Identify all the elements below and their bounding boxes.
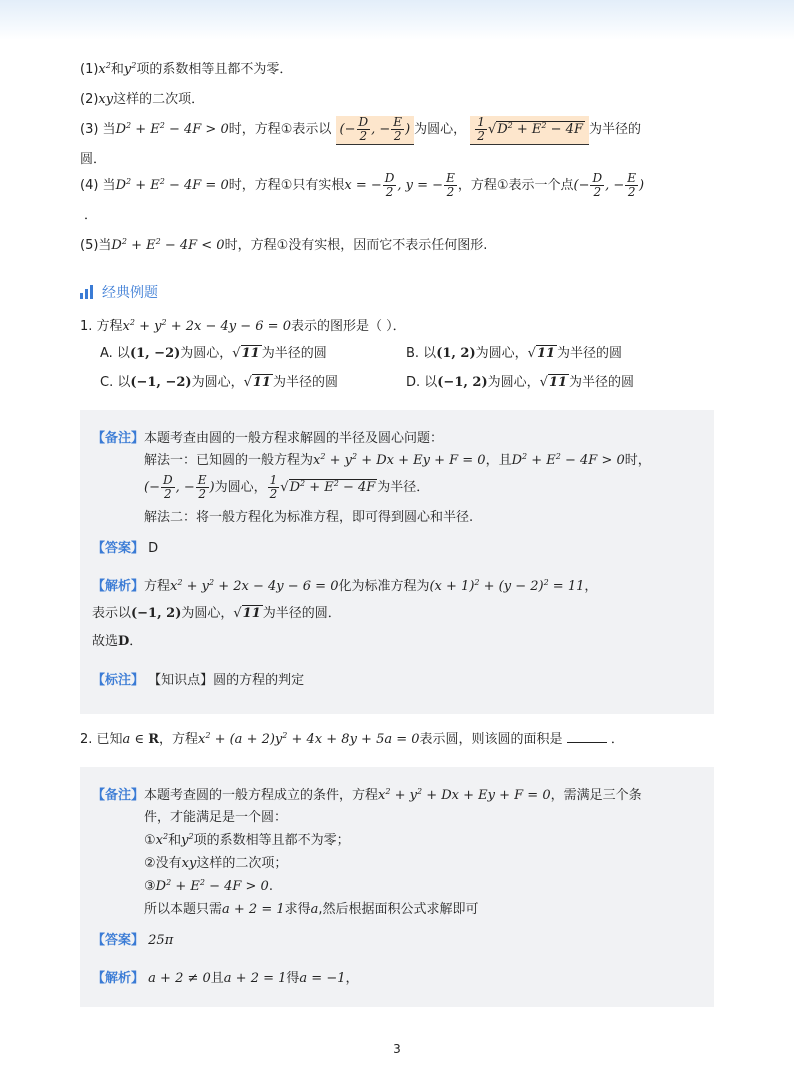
box1-method-2: 解法二：将一般方程化为标准方程，即可得到圆心和半径.	[144, 510, 474, 525]
box1-mark: 【标注】 【知识点】圆的方程的判定	[92, 672, 305, 688]
header-band	[0, 0, 794, 40]
box2-note: 【备注】本题考查圆的一般方程成立的条件，方程$x^2 + y^2 + Dx + Ey + F = 0$，需满足三个条	[92, 787, 642, 803]
radius-highlight: $\frac{1}{2}$ $√D^2 + E^2 - 4F$	[470, 116, 589, 145]
box2-note-cont: 件，才能满足是一个圆：	[144, 810, 288, 825]
intro-item-3-cont: 圆．	[80, 152, 107, 167]
answer-blank[interactable]	[567, 730, 607, 743]
box1-method-1: 解法一：已知圆的一般方程为$x^2 + y^2 + Dx + Ey + F = 0$，且$D^2 + E^2 - 4F > 0$时，	[144, 452, 651, 468]
bar-chart-icon	[80, 285, 93, 299]
intro-item-5: (5)当$D^2 + E^2 - 4F < 0$时，方程①没有实根，因而它不表示任何图形.	[80, 237, 488, 253]
option-d[interactable]: D. 以(−1, 2)为圆心，√11 为半径的圆	[406, 375, 635, 390]
box1-solution-1: 【解析】方程$x^2 + y^2 + 2x - 4y - 6 = 0$化为标准方程为$(x + 1)^2 + (y - 2)^2 = 11$，	[92, 578, 598, 594]
box2-answer: 【答案】 25π	[92, 932, 174, 948]
option-c[interactable]: C. 以(−1, −2)为圆心，√11 为半径的圆	[100, 375, 338, 390]
intro-item-4-cont: ．	[84, 208, 98, 223]
box1-solution-3: 故选D．	[92, 634, 143, 649]
intro-item-3: (3) 当$D^2 + E^2 - 4F > 0$时，方程①表示以 (− $\frac{D}{2}$ , − $\frac{E}{2}$ ) 为圆心， $\frac{1}{2}$ $√D^2 + E^2 - 4F$ 为半径的	[80, 115, 641, 143]
intro-item-2: (2)xy这样的二次项．	[80, 92, 205, 107]
section-title: 经典例题	[80, 282, 158, 302]
box2-conclusion: 所以本题只需a + 2 = 1求得a,然后根据面积公式求解即可	[144, 902, 479, 917]
box2-condition-2: ②没有xy这样的二次项；	[144, 856, 288, 871]
box1-answer: 【答案】 D	[92, 540, 159, 556]
box1-method-1-cont: (− $\frac{D}{2}$ , − $\frac{E}{2}$ )为圆心， $\frac{1}{2}$ $√D^2 + E^2 - 4F$ 为半径．	[144, 473, 430, 501]
box1-solution-2: 表示以(−1, 2)为圆心，√11 为半径的圆．	[92, 606, 341, 621]
box2-solution: 【解析】 a + 2 ≠ 0且a + 2 = 1得a = −1，	[92, 970, 359, 986]
intro-item-4: (4) 当$D^2 + E^2 - 4F = 0$时，方程①只有实根x = − $\frac{D}{2}$ , y = − $\frac{E}{2}$ ，方程①表示一个点(− $\frac{D}{2}$ , − $\frac{E}{2}$ )	[80, 171, 645, 199]
intro-item-1: $(1)x^2$和$y^2$项的系数相等且都不为零．	[80, 61, 293, 77]
box2-condition-1: $①x^2$和$y^2$项的系数相等且都不为零；	[144, 832, 350, 848]
question-1-stem: 1. 方程$x^2 + y^2 + 2x - 4y - 6 = 0$表示的图形是（ ）．	[80, 318, 406, 334]
option-a[interactable]: A. 以(1, −2)为圆心，√11 为半径的圆	[100, 346, 327, 361]
center-highlight: (− $\frac{D}{2}$ , − $\frac{E}{2}$ )	[336, 116, 415, 145]
box1-note: 【备注】本题考查由圆的一般方程求解圆的半径及圆心问题：	[92, 430, 444, 446]
page-number: 3	[393, 1042, 401, 1056]
option-b[interactable]: B. 以(1, 2)为圆心，√11 为半径的圆	[406, 346, 623, 361]
box2-condition-3: $③D^2 + E^2 - 4F > 0$.	[144, 878, 273, 894]
question-2-stem: 2. 已知a ∈ R，方程$x^2 + (a + 2)y^2 + 4x + 8y + 5a = 0$表示圆，则该圆的面积是 ．	[80, 731, 624, 747]
